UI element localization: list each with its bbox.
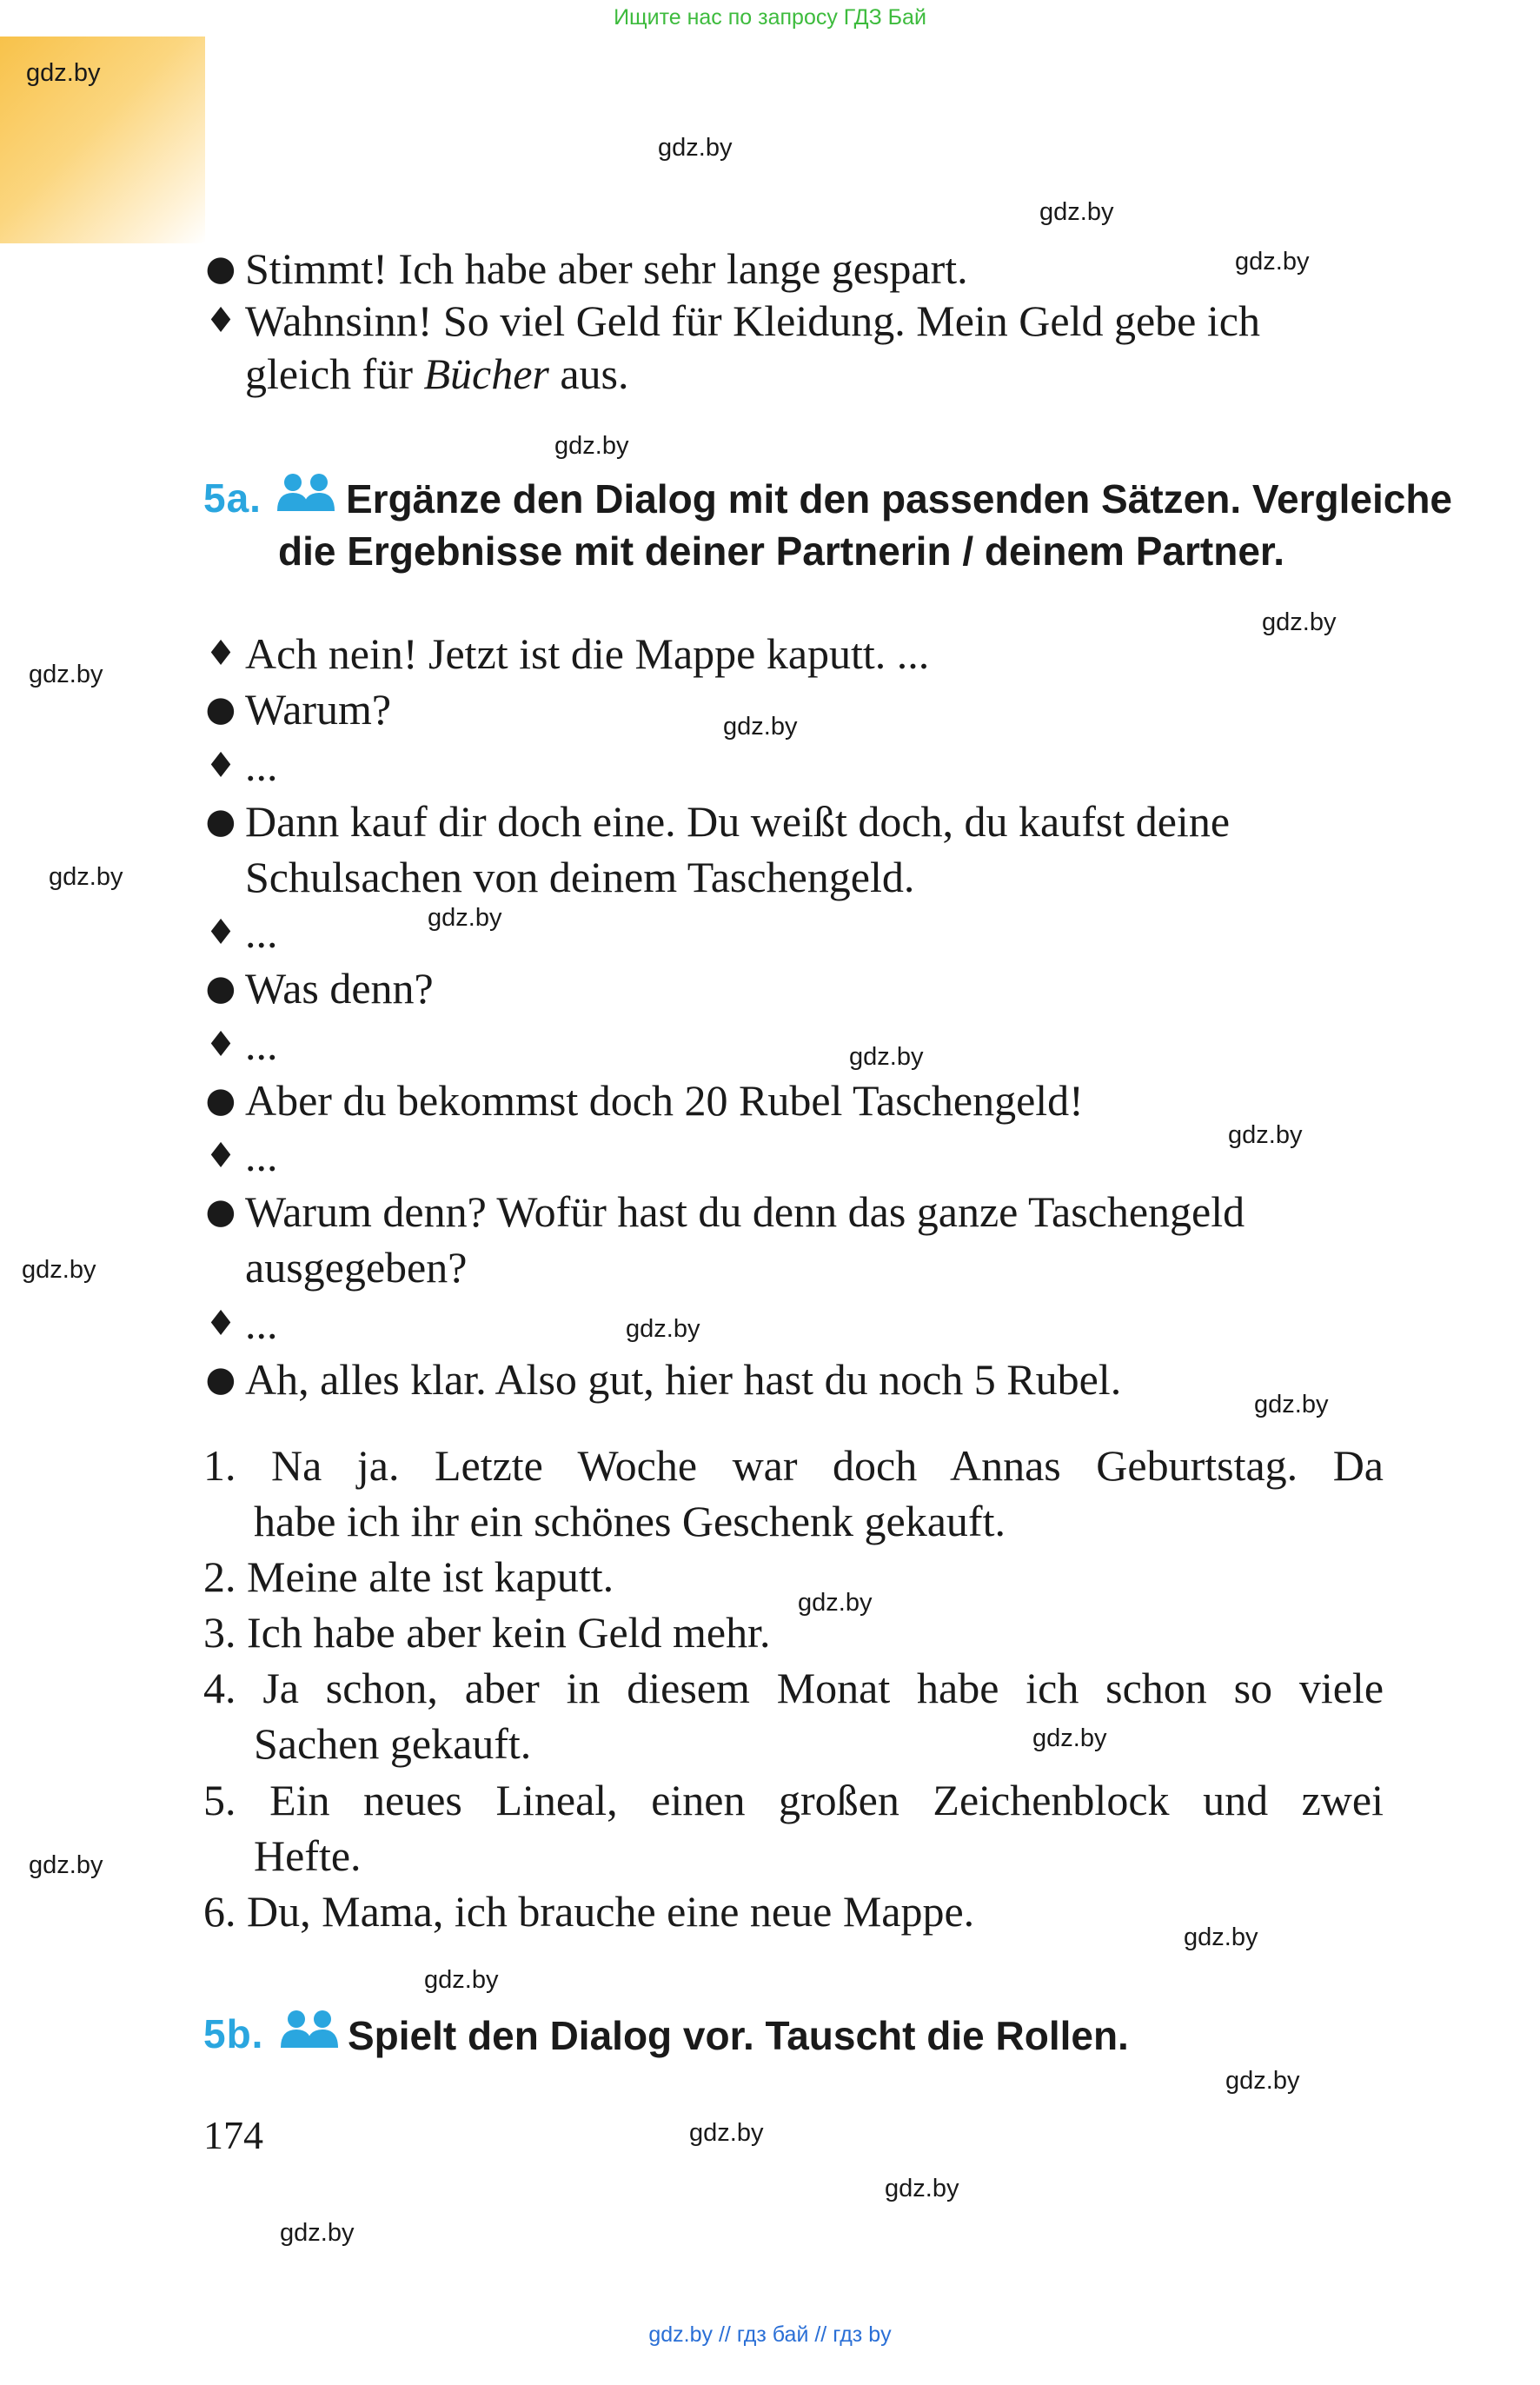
option-text: Ein neues Lineal, einen großen Zeichenblock und zwei — [269, 1776, 1384, 1824]
option-text: Ja schon, aber in diesem Monat habe ich schon so viele — [262, 1664, 1384, 1712]
dialog-line: Ah, alles klar. Also gut, hier hast du noch 5 Rubel. — [245, 1355, 1122, 1404]
bullet-diamond-icon: ♦ — [205, 746, 236, 786]
bullet-dot-icon: ● — [205, 249, 236, 289]
watermark: gdz.by — [1228, 1121, 1303, 1149]
dialog-line: Dann kauf dir doch eine. Du weißt doch, du kaufst deine — [245, 797, 1231, 846]
dialog-line-continued: Schulsachen von deinem Taschengeld. — [245, 853, 915, 901]
option-text: Du, Mama, ich brauche eine neue Mappe. — [247, 1887, 975, 1936]
dialog-line: ... — [245, 1299, 278, 1348]
watermark: gdz.by — [1184, 1923, 1258, 1951]
dialog-line: Aber du bekommst doch 20 Rubel Taschengeld! — [245, 1076, 1084, 1125]
pair-work-icon — [280, 2010, 339, 2048]
bullet-diamond-icon: ♦ — [205, 301, 236, 341]
top-banner[interactable]: Ищите нас по запросу ГДЗ Бай — [614, 5, 926, 30]
list-item — [203, 1883, 1384, 1939]
dialog-line-continued: ausgegeben? — [245, 1243, 468, 1292]
watermark: gdz.by — [723, 713, 798, 741]
task-number-5a: 5a. — [203, 475, 262, 521]
dialog-line: Ach nein! Jetzt ist die Mappe kaputt. ... — [245, 629, 930, 678]
option-number: 4. — [203, 1664, 236, 1712]
dialog-line: ... — [245, 741, 278, 790]
option-text: Ich habe aber kein Geld mehr. — [247, 1608, 771, 1657]
option-text-continued: Sachen gekauft. — [254, 1719, 532, 1768]
dialog-text: Stimmt! Ich habe aber sehr lange gespart. — [245, 244, 968, 293]
dialog-text: Wahnsinn! So viel Geld für Kleidung. Mein Geld gebe ich — [245, 296, 1260, 345]
watermark: gdz.by — [1039, 198, 1114, 226]
watermark: gdz.by — [554, 432, 629, 460]
watermark: gdz.by — [424, 1966, 499, 1994]
page-number: 174 — [203, 2113, 263, 2157]
watermark: gdz.by — [29, 1851, 103, 1879]
bullet-dot-icon: ● — [205, 968, 236, 1008]
pair-work-icon — [276, 473, 335, 511]
watermark: gdz.by — [1225, 2067, 1300, 2095]
dialog-line: ... — [245, 1020, 278, 1069]
option-number: 3. — [203, 1608, 236, 1657]
dialog-line: Warum denn? Wofür hast du denn das ganze Taschengeld — [245, 1187, 1245, 1236]
bullet-diamond-icon: ♦ — [205, 913, 236, 953]
task-number-5b: 5b. — [203, 2011, 264, 2056]
watermark: gdz.by — [49, 863, 123, 891]
watermark: gdz.by — [1262, 608, 1337, 636]
bullet-diamond-icon: ♦ — [205, 1136, 236, 1176]
list-item — [203, 1438, 1384, 1493]
dialog-line: Warum? — [245, 685, 392, 734]
watermark: gdz.by — [1032, 1724, 1107, 1752]
bullet-dot-icon: ● — [205, 689, 236, 729]
watermark: gdz.by — [26, 59, 101, 87]
watermark: gdz.by — [428, 904, 502, 932]
option-text: Meine alte ist kaputt. — [247, 1552, 614, 1601]
list-item — [203, 1772, 1384, 1828]
watermark: gdz.by — [658, 134, 733, 162]
bullet-diamond-icon: ♦ — [205, 1304, 236, 1344]
option-number: 5. — [203, 1776, 236, 1824]
bullet-diamond-icon: ♦ — [205, 1025, 236, 1065]
task-instruction: Spielt den Dialog vor. Tauscht die Rollen. — [348, 2013, 1129, 2058]
watermark: gdz.by — [22, 1256, 96, 1284]
option-number: 1. — [203, 1441, 236, 1490]
option-number: 6. — [203, 1887, 236, 1936]
bullet-diamond-icon: ♦ — [205, 634, 236, 674]
option-number: 2. — [203, 1552, 236, 1601]
watermark: gdz.by — [1235, 248, 1310, 276]
dialog-line: ... — [245, 908, 278, 957]
watermark: gdz.by — [626, 1315, 700, 1343]
watermark: gdz.by — [29, 661, 103, 688]
watermark: gdz.by — [849, 1043, 924, 1071]
task-instruction-line-1: Ergänze den Dialog mit den passenden Sätzen. Vergleiche — [346, 476, 1453, 522]
watermark: gdz.by — [885, 2175, 959, 2202]
list-item — [203, 1604, 1384, 1660]
bullet-dot-icon: ● — [205, 1080, 236, 1120]
dialog-line: ... — [245, 1132, 278, 1180]
watermark: gdz.by — [1254, 1391, 1329, 1418]
bullet-dot-icon: ● — [205, 801, 236, 841]
bullet-dot-icon: ● — [205, 1192, 236, 1232]
footer-links[interactable]: gdz.by // гдз бай // гдз by — [648, 2322, 892, 2347]
list-item — [203, 1549, 1384, 1604]
watermark: gdz.by — [689, 2119, 764, 2147]
watermark: gdz.by — [280, 2219, 355, 2247]
list-item — [203, 1660, 1384, 1716]
watermark: gdz.by — [798, 1589, 873, 1617]
option-text: Na ja. Letzte Woche war doch Annas Geburtstag. Da — [271, 1441, 1384, 1490]
task-instruction-line-2: die Ergebnisse mit deiner Partnerin / deinem Partner. — [278, 528, 1285, 574]
option-text-continued: habe ich ihr ein schönes Geschenk gekauft. — [254, 1497, 1006, 1545]
intro-line-3: gleich für Bücher aus. — [245, 349, 629, 398]
dialog-line: Was denn? — [245, 964, 434, 1013]
bullet-dot-icon: ● — [205, 1359, 236, 1399]
option-text-continued: Hefte. — [254, 1831, 362, 1880]
